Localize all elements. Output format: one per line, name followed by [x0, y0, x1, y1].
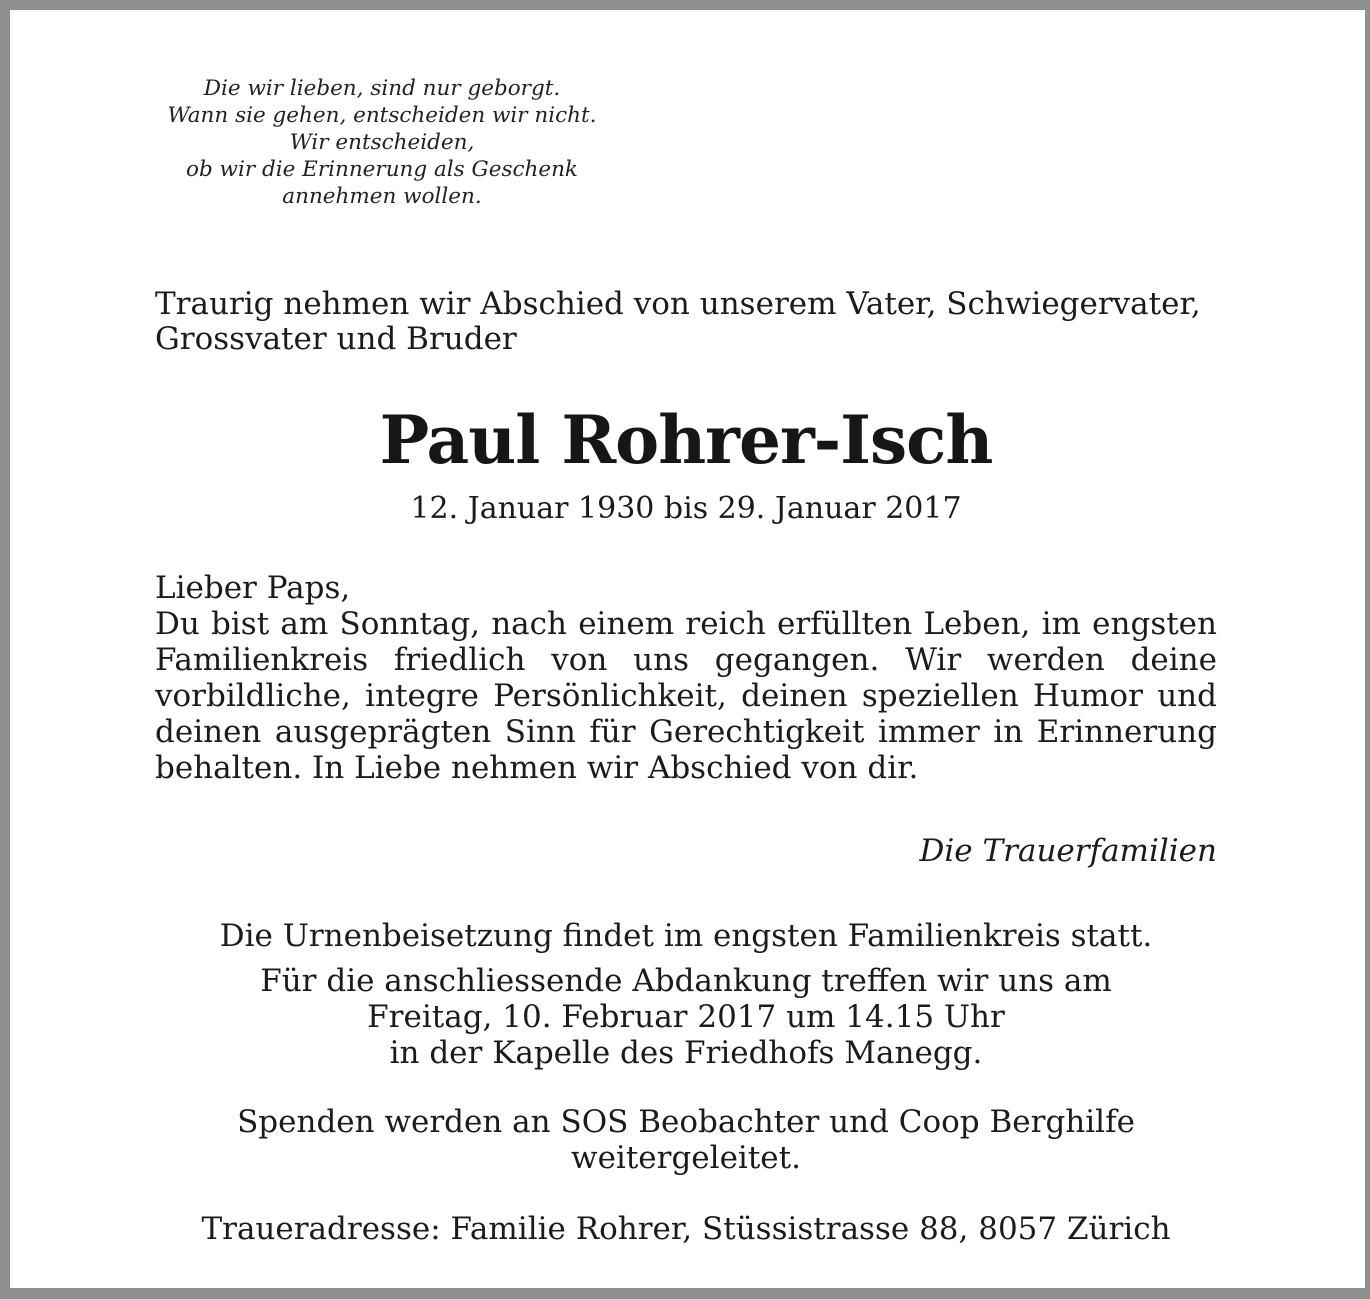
quote-line: ob wir die Erinnerung als Geschenk	[186, 157, 578, 182]
donations-notice	[155, 1104, 1217, 1176]
quote-line: Die wir lieben, sind nur geborgt.	[203, 76, 561, 101]
quote-line: annehmen wollen.	[282, 184, 482, 209]
message-line: behalten. In Liebe nehmen wir Abschied von dir.	[155, 750, 919, 786]
ceremony-notice	[155, 963, 1217, 1071]
message-salutation: Lieber Paps,	[155, 570, 351, 606]
burial-notice: Die Urnenbeisetzung findet im engsten Familienkreis statt.	[219, 918, 1153, 954]
donations-line: Spenden werden an SOS Beobachter und Coop Berghilfe	[237, 1104, 1135, 1140]
quote-line: Wir entscheiden,	[289, 130, 475, 155]
intro-line: Grossvater und Bruder	[155, 321, 517, 357]
ceremony-line: Freitag, 10. Februar 2017 um 14.15 Uhr	[367, 999, 1005, 1035]
message-line: deinen ausgeprägten Sinn für Gerechtigkeit immer in Erinnerung	[155, 714, 1217, 750]
ceremony-line: in der Kapelle des Friedhofs Manegg.	[389, 1035, 983, 1071]
message-line: vorbildliche, integre Persönlichkeit, deinen speziellen Humor und	[155, 678, 1217, 714]
memorial-quote	[152, 75, 612, 210]
donations-line: weitergeleitet.	[571, 1140, 801, 1176]
mourning-address: Traueradresse: Familie Rohrer, Stüssistrasse 88, 8057 Zürich	[201, 1211, 1171, 1247]
farewell-intro	[155, 287, 1235, 357]
ceremony-line: Für die anschliessende Abdankung treffen wir uns am	[260, 963, 1112, 999]
deceased-name: Paul Rohrer-Isch	[379, 401, 993, 479]
farewell-message	[155, 606, 1217, 786]
message-line: Du bist am Sonntag, nach einem reich erfüllten Leben, im engsten	[155, 606, 1217, 642]
quote-line: Wann sie gehen, entscheiden wir nicht.	[167, 103, 597, 128]
intro-line: Traurig nehmen wir Abschied von unserem Vater, Schwiegervater,	[155, 286, 1201, 322]
message-line: Familienkreis friedlich von uns gegangen. Wir werden deine	[155, 642, 1217, 678]
life-dates: 12. Januar 1930 bis 29. Januar 2017	[410, 491, 962, 526]
signature: Die Trauerfamilien	[919, 833, 1217, 869]
